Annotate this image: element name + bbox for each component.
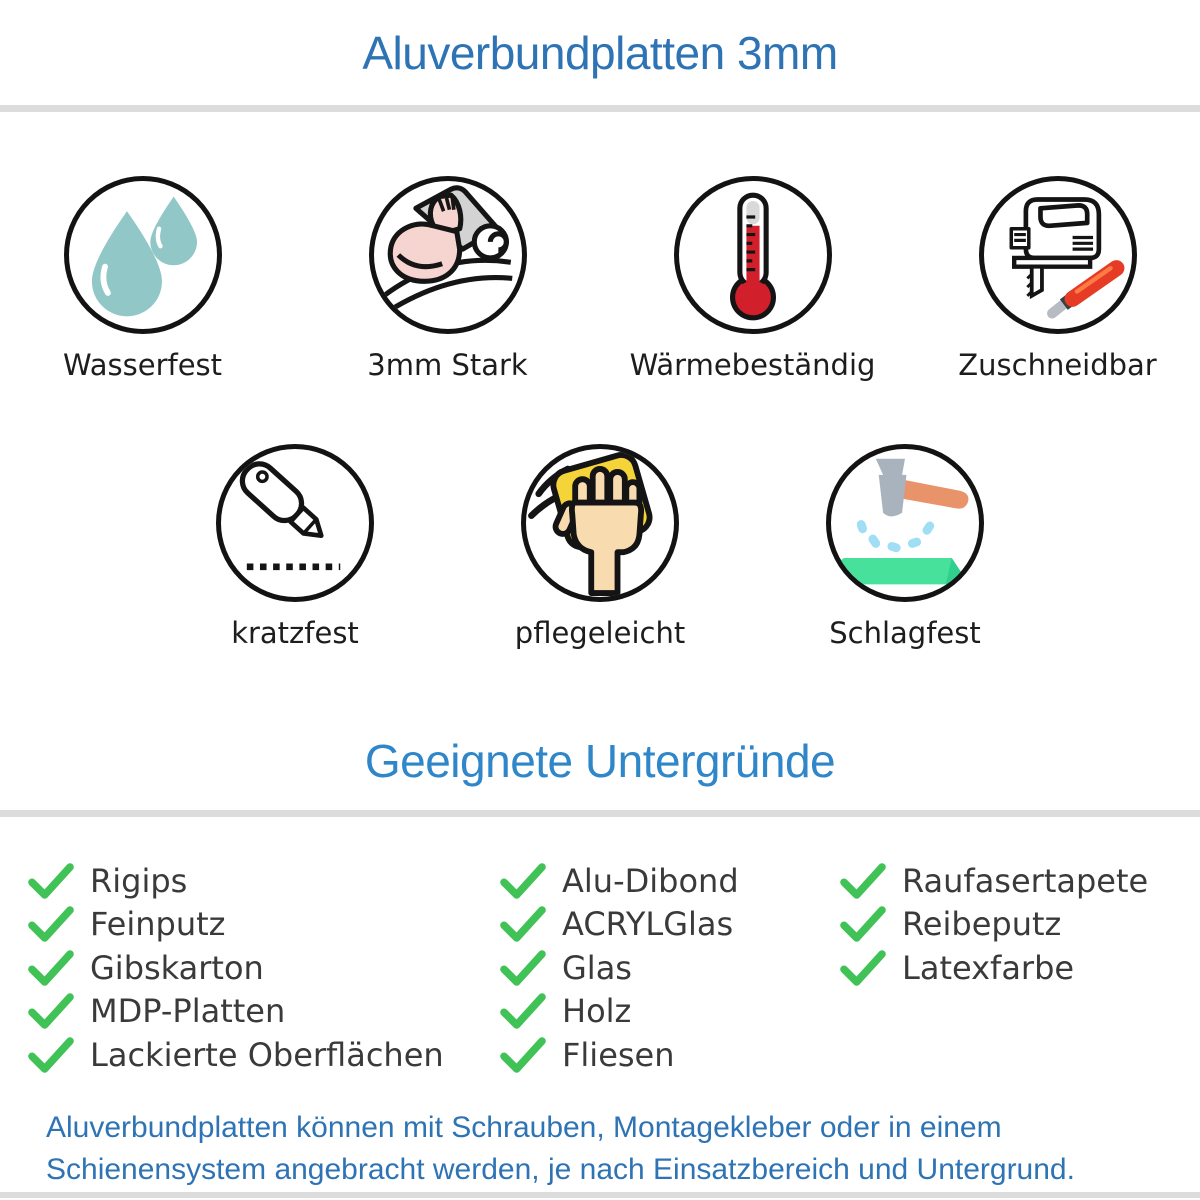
substrate-label: Gibskarton — [90, 948, 264, 987]
water-drops-icon — [70, 182, 216, 328]
divider-top — [0, 105, 1200, 112]
substrate-item — [500, 946, 840, 990]
substrate-item — [500, 1033, 840, 1077]
substrate-item — [28, 990, 500, 1034]
substrate-label: Rigips — [90, 861, 188, 900]
feature-schlagfest — [785, 444, 1025, 650]
substrate-item — [28, 946, 500, 990]
substrate-label: MDP-Platten — [90, 992, 286, 1031]
feature-kratzfest — [175, 444, 415, 650]
feature-row-1 — [0, 176, 1200, 382]
substrate-label: Feinputz — [90, 905, 226, 944]
check-icon — [840, 862, 886, 900]
mounting-note-line2: Schienensystem angebracht werden, je nach Einsatzbereich und Untergrund. — [46, 1152, 1075, 1186]
thermometer-icon — [680, 182, 826, 328]
cleaning-hand-icon — [527, 450, 673, 596]
feature-wasserfest — [23, 176, 263, 382]
feature-3mm-stark — [328, 176, 568, 382]
feature-label: Zuschneidbar — [958, 348, 1157, 382]
substrate-label: Raufasertapete — [902, 861, 1149, 900]
divider-bottom — [0, 1192, 1200, 1198]
substrates-column-1 — [28, 859, 500, 1077]
check-icon — [500, 949, 546, 987]
substrate-item — [28, 1033, 500, 1077]
feature-waermebestaendig — [629, 176, 876, 382]
substrates-header — [0, 730, 1200, 792]
feature-label: pflegeleicht — [514, 616, 686, 650]
substrate-item — [500, 990, 840, 1034]
substrates-checklist — [0, 859, 1200, 1077]
feature-circle — [979, 176, 1137, 334]
substrate-item — [500, 859, 840, 903]
jigsaw-icon — [985, 182, 1131, 328]
substrate-label: ACRYLGlas — [562, 905, 734, 944]
divider-middle — [0, 810, 1200, 817]
muscle-arm-icon — [375, 182, 521, 328]
feature-label: Wasserfest — [62, 348, 223, 382]
feature-pflegeleicht — [480, 444, 720, 650]
feature-circle — [521, 444, 679, 602]
feature-label: Wärmebeständig — [629, 348, 876, 382]
feature-circle — [216, 444, 374, 602]
substrate-item — [840, 859, 1200, 903]
substrate-item — [840, 946, 1200, 990]
check-icon — [28, 992, 74, 1030]
page-title: Aluverbundplatten 3mm — [362, 26, 838, 79]
feature-circle — [826, 444, 984, 602]
check-icon — [28, 949, 74, 987]
utility-knife-icon — [222, 450, 368, 596]
feature-row-2 — [0, 444, 1200, 650]
substrate-item — [28, 859, 500, 903]
check-icon — [500, 1036, 546, 1074]
mounting-note — [0, 1107, 1200, 1191]
substrates-title: Geeignete Untergründe — [364, 735, 836, 787]
feature-circle — [369, 176, 527, 334]
check-icon — [840, 905, 886, 943]
feature-circle — [674, 176, 832, 334]
check-icon — [28, 1036, 74, 1074]
substrate-label: Latexfarbe — [902, 948, 1075, 987]
substrates-column-2 — [500, 859, 840, 1077]
check-icon — [28, 862, 74, 900]
substrate-label: Fliesen — [562, 1035, 675, 1074]
substrate-label: Lackierte Oberflächen — [90, 1035, 444, 1074]
feature-zuschneidbar — [938, 176, 1178, 382]
check-icon — [840, 949, 886, 987]
feature-circle — [64, 176, 222, 334]
check-icon — [28, 905, 74, 943]
feature-label: 3mm Stark — [367, 348, 528, 382]
substrate-item — [500, 903, 840, 947]
feature-label: Schlagfest — [829, 616, 981, 650]
check-icon — [500, 862, 546, 900]
substrate-item — [840, 903, 1200, 947]
substrate-label: Glas — [562, 948, 632, 987]
feature-label: kratzfest — [231, 616, 359, 650]
substrate-item — [28, 903, 500, 947]
check-icon — [500, 992, 546, 1030]
header — [0, 0, 1200, 105]
substrate-label: Holz — [562, 992, 632, 1031]
substrate-label: Reibeputz — [902, 905, 1062, 944]
substrates-column-3 — [840, 859, 1200, 1077]
check-icon — [500, 905, 546, 943]
mounting-note-line1: Aluverbundplatten können mit Schrauben, Montagekleber oder in einem — [46, 1110, 1002, 1144]
hammer-icon — [832, 450, 978, 596]
substrate-label: Alu-Dibond — [562, 861, 739, 900]
